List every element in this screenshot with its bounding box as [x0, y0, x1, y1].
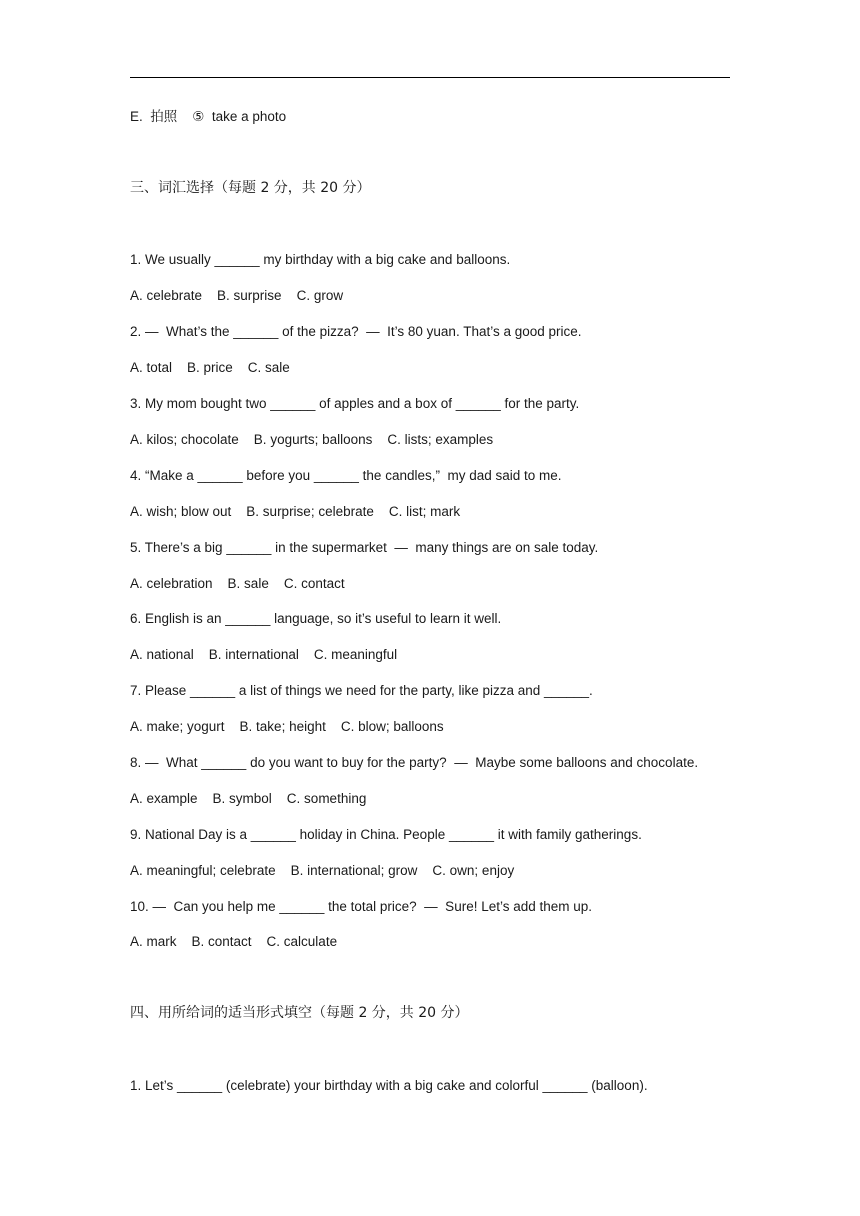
- top-divider: [130, 77, 730, 78]
- question-3-options: A. kilos; chocolate B. yogurts; balloons C. lists; examples: [130, 432, 494, 447]
- match-item-e: E. 拍照 ⑤ take a photo: [130, 109, 287, 124]
- question-2-options: A. total B. price C. sale: [130, 360, 290, 375]
- question-1: 1. We usually ______ my birthday with a big cake and balloons.: [130, 252, 511, 267]
- question-5: 5. There’s a big ______ in the supermarket — many things are on sale today.: [130, 540, 599, 555]
- question-10-options: A. mark B. contact C. calculate: [130, 934, 338, 949]
- question-8-options: A. example B. symbol C. something: [130, 791, 367, 806]
- fill-question-1: 1. Let’s ______ (celebrate) your birthday with a big cake and colorful ______ (balloon).: [130, 1078, 648, 1093]
- question-2: 2. — What’s the ______ of the pizza? — It’s 80 yuan. That’s a good price.: [130, 324, 582, 339]
- question-6-options: A. national B. international C. meaningful: [130, 647, 398, 662]
- question-3: 3. My mom bought two ______ of apples and a box of ______ for the party.: [130, 396, 580, 411]
- question-9: 9. National Day is a ______ holiday in China. People ______ it with family gatherings.: [130, 827, 642, 842]
- question-6: 6. English is an ______ language, so it’s useful to learn it well.: [130, 611, 502, 626]
- question-8: 8. — What ______ do you want to buy for the party? — Maybe some balloons and chocolate.: [130, 755, 699, 770]
- question-4-options: A. wish; blow out B. surprise; celebrate C. list; mark: [130, 504, 461, 519]
- question-7: 7. Please ______ a list of things we need for the party, like pizza and ______.: [130, 683, 593, 698]
- question-10: 10. — Can you help me ______ the total price? — Sure! Let’s add them up.: [130, 899, 593, 914]
- question-1-options: A. celebrate B. surprise C. grow: [130, 288, 344, 303]
- question-5-options: A. celebration B. sale C. contact: [130, 576, 345, 591]
- section-3-heading: 三、词汇选择（每题 2 分，共 20 分）: [130, 180, 371, 196]
- question-9-options: A. meaningful; celebrate B. international; grow C. own; enjoy: [130, 863, 515, 878]
- question-4: 4. “Make a ______ before you ______ the candles,” my dad said to me.: [130, 468, 562, 483]
- question-7-options: A. make; yogurt B. take; height C. blow; balloons: [130, 719, 444, 734]
- section-4-heading: 四、用所给词的适当形式填空（每题 2 分，共 20 分）: [130, 1005, 469, 1021]
